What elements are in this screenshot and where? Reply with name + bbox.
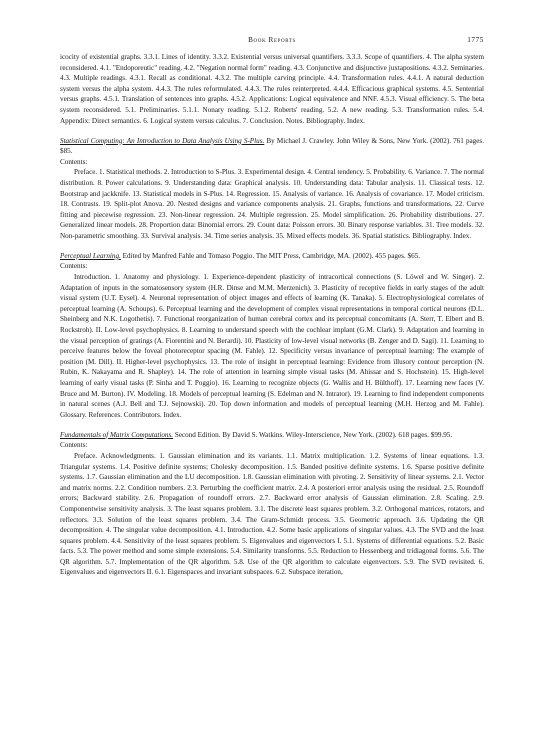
review-citation [60,251,484,262]
book-title: Statistical Computing: An Introduction to Data Analysis Using S-Plus. [60,136,265,145]
running-head [60,36,484,50]
continued-contents: icocity of existential graphs. 3.3.1. Lines of identity. 3.3.2. Existential versus universal quantifiers. 3.3.3. Scope of quantifiers. 4. The alpha system reconsidered. 4.1. "Endoporeutic" reading. 4.2. "Negation normal form" reading. 4.3. Conjunctive and disjunctive juxtapositions. 4.3.2. Seminaries. 4.3. Multiple readings. 4.3.1. Recall as conditional. 4.3.2. The multiple carving principle. 4.4. Transformation rules. 4.4.1. A natural deduction system versus the alpha system. 4.4.3. The rules reformulated. 4.4.3. The rules reinterpreted. 4.4.4. Efficacious graphical systems. 4.5. Sentential versus graphs. 4.5.1. Translation of sentences into graphs. 4.5.2. Applications: Logical equivalence and NNF. 4.5.3. Visual efficiency. 5. The beta system reconsidered. 5.1. Preliminaries. 5.1.1. Nonary reading. 5.1.2. Roberts' reading. 5.2. A new reading. 5.3. Transformation rules. 5.4. Appendix: Direct semantics. 6. Logical system versus calculus. 7. Conclusion. Notes. Bibliography. Index. [60,53,484,125]
running-title: Book Reports [248,36,296,44]
review-entry [60,430,484,578]
contents-label: Contents: [60,441,88,450]
contents-text: Preface. Acknowledgments. 1. Gaussian elimination and its variants. 1.1. Matrix multiplication. 1.2. Systems of linear equations. 1.3. Triangular systems. 1.4. Positive definite systems; Cholesky decomposition. 1.5. Banded positive definite systems. 1.6. Sparse positive definite systems. 1.7. Gaussian elimination and the LU decomposition. 1.8. Gaussian elimination with pivoting. 2. Sensitivity of linear systems. 2.1. Vector and matrix norms. 2.2. Condition numbers. 2.3. Perturbing the coefficient matrix. 2.4. A posteriori error analysis using the residual. 2.5. Roundoff errors; Backward stability. 2.6. Propagation of roundoff errors. 2.7. Backward error analysis of Gaussian elimination. 2.8. Scaling. 2.9. Componentwise sensitivity analysis. 3. The least squares problem. 3.1. The discrete least squares problem. 3.2. Orthogonal matrices, rotators, and reflectors. 3.3. Solution of the least squares problem. 3.4. The Gram-Schmidt process. 3.5. Geometric approach. 3.6. Updating the QR decomposition. 4. The singular value decomposition. 4.1. Introduction. 4.2. Some basic applications of singular values. 4.3. The SVD and the least squares problem. 4.4. Sensitivity of the least squares problem. 5. Eigenvalues and eigenvectors I. 5.1. Systems of differential equations. 5.2. Basic facts. 5.3. The power method and some simple extensions. 5.4. Similarity transforms. 5.5. Reduction to Hessenberg and tridiagonal forms. 5.6. The QR algorithm. 5.7. Implementation of the QR algorithm. 5.8. Use of the QR algorithm to calculate eigenvectors. 5.9. The SVD revisited. 6. Eigenvalues and eigenvectors II. 6.1. Eigenspaces and invariant subspaces. 6.2. Subspace iteration, [60,451,484,577]
contents-label: Contents: [60,262,88,271]
book-title: Perceptual Learning. [60,251,121,260]
review-entry [60,136,484,242]
contents-label: Contents: [60,157,88,166]
book-details: By Michael J. Crawley. John Wiley & Sons, New York. (2002). 761 pages. $85. [60,136,484,156]
book-details: Second Edition. By David S. Watkins. Wiley-Interscience, New York. (2002). 618 pages. $99.95. [173,430,453,439]
book-reports-page [60,36,484,578]
review-citation [60,430,484,441]
book-details: Edited by Manfred Fahle and Tomaso Poggio. The MIT Press, Cambridge, MA. (2002). 455 pages. $65. [120,251,420,260]
book-title: Fundamentals of Matrix Computations. [60,430,174,439]
review-entry [60,251,484,421]
review-citation [60,136,484,157]
contents-text: Introduction. 1. Anatomy and physiology. 1. Experience-dependent plasticity of intracortical connections (S. Löwel and W. Singer). 2. Adaptation of inputs in the somatosensory system (H.R. Dinse and M.M. Merzenich). 3. Plasticity of receptive fields in early stages of the adult visual system (U.T. Eysel). 4. Neuronal representation of object images and effects of learning (K. Tanaka). 5. Electrophysiological correlates of perceptual learning (A. Schoups). 6. Perceptual learning and the development of complex visual representations in temporal cortical neurons (D.L. Sheinberg and N.K. Logothetis). 7. Functional reorganization of human cerebral cortex and its perceptual concomitants (A. Sterr, T. Elbert and B. Rockstroh). II. Low-level psychophysics. 8. Learning to understand speech with the cochlear implant (G.M. Clark). 9. Adaptation and learning in the visual perception of gratings (A. Fiorentini and N. Berardi). 10. Plasticity of low-level visual networks (B. Zenger and D. Sagi). 11. Learning to perceive features below the foveal photoreceptor spacing (M. Fahle). 12. Specificity versus invariance of perceptual learning: The example of position (M. Dill). II. Higher-level psychophysics. 13. The role of insight in perceptual learning: Evidence from illusory contour perception (N. Rubin, K. Nakayama and R. Shapley). 14. The role of attention in learning simple visual tasks (M. Ahissar and S. Hochstein). 15. High-level learning of early visual tasks (P. Sinha and T. Poggio). 16. Learning to recognize objects (G. Wallis and H. Bülthoff). 17. Learning new faces (V. Bruce and M. Burton). IV. Modeling. 18. Models of perceptual learning (S. Edelman and N. Intrator). 19. Learning to find independent components in natural scenes (A.J. Bell and T.J. Sejnowski). 20. Top down information and models of perceptual learning (M.H. Herzog and M. Fahle). Glossary. References. Contributors. Index. [60,273,484,419]
page-number: 1775 [467,36,484,44]
contents-text: Preface. 1. Statistical methods. 2. Introduction to S-Plus. 3. Experimental design. 4. Central tendency. 5. Probability. 6. Variance. 7. The normal distribution. 8. Power calculations. 9. Understanding data: Graphical analysis. 10. Understanding data: Tabular analysis. 11. Classical tests. 12. Bootstrap and jackknife. 13. Statistical models in S-Plus. 14. Regression. 15. Analysis of variance. 16. Analysis of covariance. 17. Model criticism. 18. Contrasts. 19. Split-plot Anova. 20. Nested designs and variance components analysis. 21. Graphs, functions and transformations. 22. Curve fitting and piecewise regression. 23. Non-linear regression. 24. Multiple regression. 25. Model simplification. 26. Probability distributions. 27. Generalized linear models. 28. Proportion data: Binomial errors. 29. Count data: Poisson errors. 30. Binary response variables. 31. Tree models. 32. Non-parametric smoothing. 33. Survival analysis. 34. Time series analysis. 35. Mixed effects models. 36. Spatial statistics. Bibliography. Index. [60,168,484,240]
